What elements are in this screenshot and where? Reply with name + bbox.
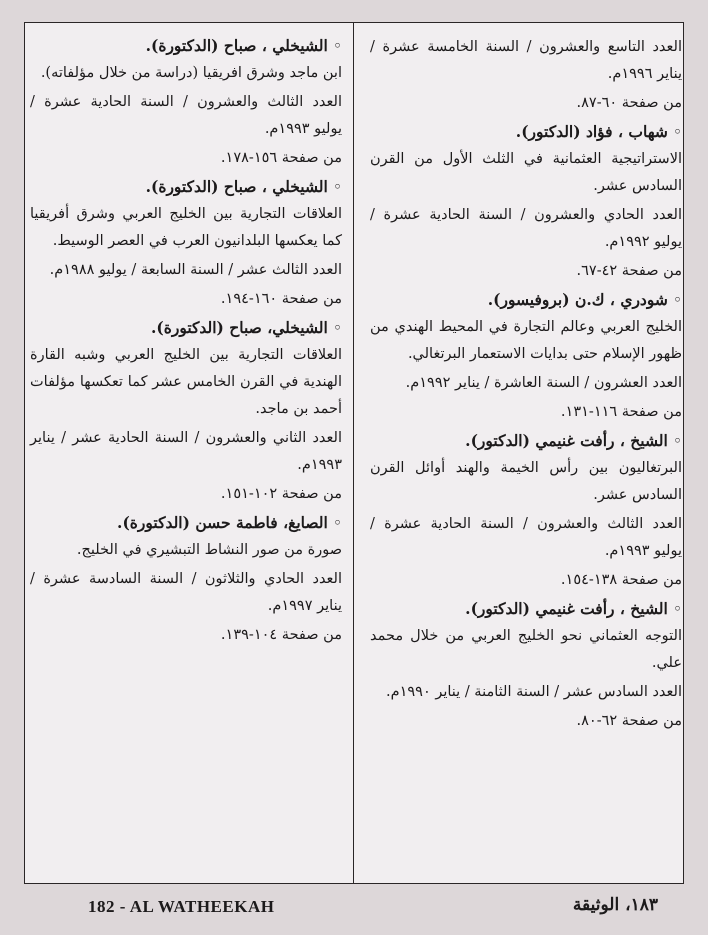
entry-pages: من صفحة ١٦٠-١٩٤. [220,291,342,307]
entry-issue: العدد الثالث والعشرون / السنة الحادية عشرة / يوليو ١٩٩٣م. [370,516,682,559]
footer-page-label-english: 182 - AL WATHEEKAH [88,897,275,916]
entry-issue: العدد الحادي والعشرون / السنة الحادية عشرة / يوليو ١٩٩٢م. [370,207,682,250]
entry-issue: العدد العشرون / السنة العاشرة / يناير ١٩٩٢م. [405,375,682,391]
entry-title: الاستراتيجية العثمانية في الثلث الأول من القرن السادس عشر. [370,151,682,194]
entry-author [30,314,342,342]
left-column [30,32,342,650]
bullet-icon: ◦ [332,514,342,532]
entry-author-text: الشيخلي ، صباح (الدكتورة). [145,36,328,55]
entry-title: التوجه العثماني نحو الخليج العربي من خلال محمد علي. [370,628,682,671]
bullet-icon: ◦ [672,123,682,141]
entry-author [30,509,342,537]
bibliography-entry [30,314,342,508]
bibliography-entry [30,173,342,313]
entry-pages: من صفحة ٤٢-٦٧. [576,263,682,279]
entry-title: الخليج العربي وعالم التجارة في المحيط الهندي من ظهور الإسلام حتى بدايات الاستعمار البرتغالي. [370,319,682,362]
bibliography-entry [370,118,682,285]
bullet-icon: ◦ [332,37,342,55]
entry-author-text: الشيخلي ، صباح (الدكتورة). [145,177,328,196]
entry-author-text: الشيخ ، رأفت غنيمي (الدكتور). [465,431,668,450]
bullet-icon: ◦ [332,319,342,337]
entry-pages: من صفحة ٦٠-٨٧. [576,95,682,111]
entry-pages: من صفحة ١٠٤-١٣٩. [220,627,342,643]
entry-pages: من صفحة ١٥٦-١٧٨. [220,150,342,166]
bullet-icon: ◦ [332,178,342,196]
entry-title: ابن ماجد وشرق افريقيا (دراسة من خلال مؤلفاته). [40,65,342,81]
entry-title: صورة من صور النشاط التبشيري في الخليج. [76,542,342,558]
bullet-icon: ◦ [672,291,682,309]
entry-issue: العدد التاسع والعشرون / السنة الخامسة عشرة / يناير ١٩٩٦م. [370,39,682,82]
entry-author [370,286,682,314]
entry-author-text: شودري ، ك.ن (بروفيسور). [487,290,668,309]
bullet-icon: ◦ [672,432,682,450]
entry-author [30,173,342,201]
entry-issue: العدد السادس عشر / السنة الثامنة / يناير ١٩٩٠م. [385,684,682,700]
entry-author-text: الشيخ ، رأفت غنيمي (الدكتور). [465,599,668,618]
entry-title: البرتغاليون بين رأس الخيمة والهند أوائل القرن السادس عشر. [370,460,682,503]
entry-pages: من صفحة ١١٦-١٣١. [560,404,682,420]
bibliography-entry [30,509,342,649]
entry-title: العلاقات التجارية بين الخليج العربي وشبه القارة الهندية في القرن الخامس عشر كما تعكسها مؤلفات أحمد بن ماجد. [30,347,342,417]
bibliography-entry [30,32,342,172]
bibliography-entry [370,595,682,735]
column-divider [353,22,354,884]
entry-issue: العدد الثالث عشر / السنة السابعة / يوليو ١٩٨٨م. [49,262,342,278]
right-column [370,32,682,736]
entry-author [370,118,682,146]
bibliography-entry [370,34,682,117]
entry-pages: من صفحة ١٠٢-١٥١. [220,486,342,502]
entry-author-text: الصايغ، فاطمة حسن (الدكتورة). [117,513,328,532]
entry-issue: العدد الثالث والعشرون / السنة الحادية عشرة / يوليو ١٩٩٣م. [30,94,342,137]
entry-issue: العدد الثاني والعشرون / السنة الحادية عشر / يناير ١٩٩٣م. [30,430,342,473]
entry-author-text: شهاب ، فؤاد (الدكتور). [515,122,668,141]
entry-author-text: الشيخلي، صباح (الدكتورة). [150,318,328,337]
entry-author [30,32,342,60]
footer-page-label-arabic: ١٨٣، الوثيقة [572,895,658,915]
entry-title: العلاقات التجارية بين الخليج العربي وشرق أفريقيا كما يعكسها البلدانيون العرب في العصر الوسيط. [30,206,342,249]
entry-pages: من صفحة ٦٢-٨٠. [576,713,682,729]
entry-pages: من صفحة ١٣٨-١٥٤. [560,572,682,588]
bullet-icon: ◦ [672,600,682,618]
bibliography-entry [370,286,682,426]
entry-issue: العدد الحادي والثلاثون / السنة السادسة عشرة / يناير ١٩٩٧م. [30,571,342,614]
entry-author [370,427,682,455]
bibliography-entry [370,427,682,594]
entry-author [370,595,682,623]
